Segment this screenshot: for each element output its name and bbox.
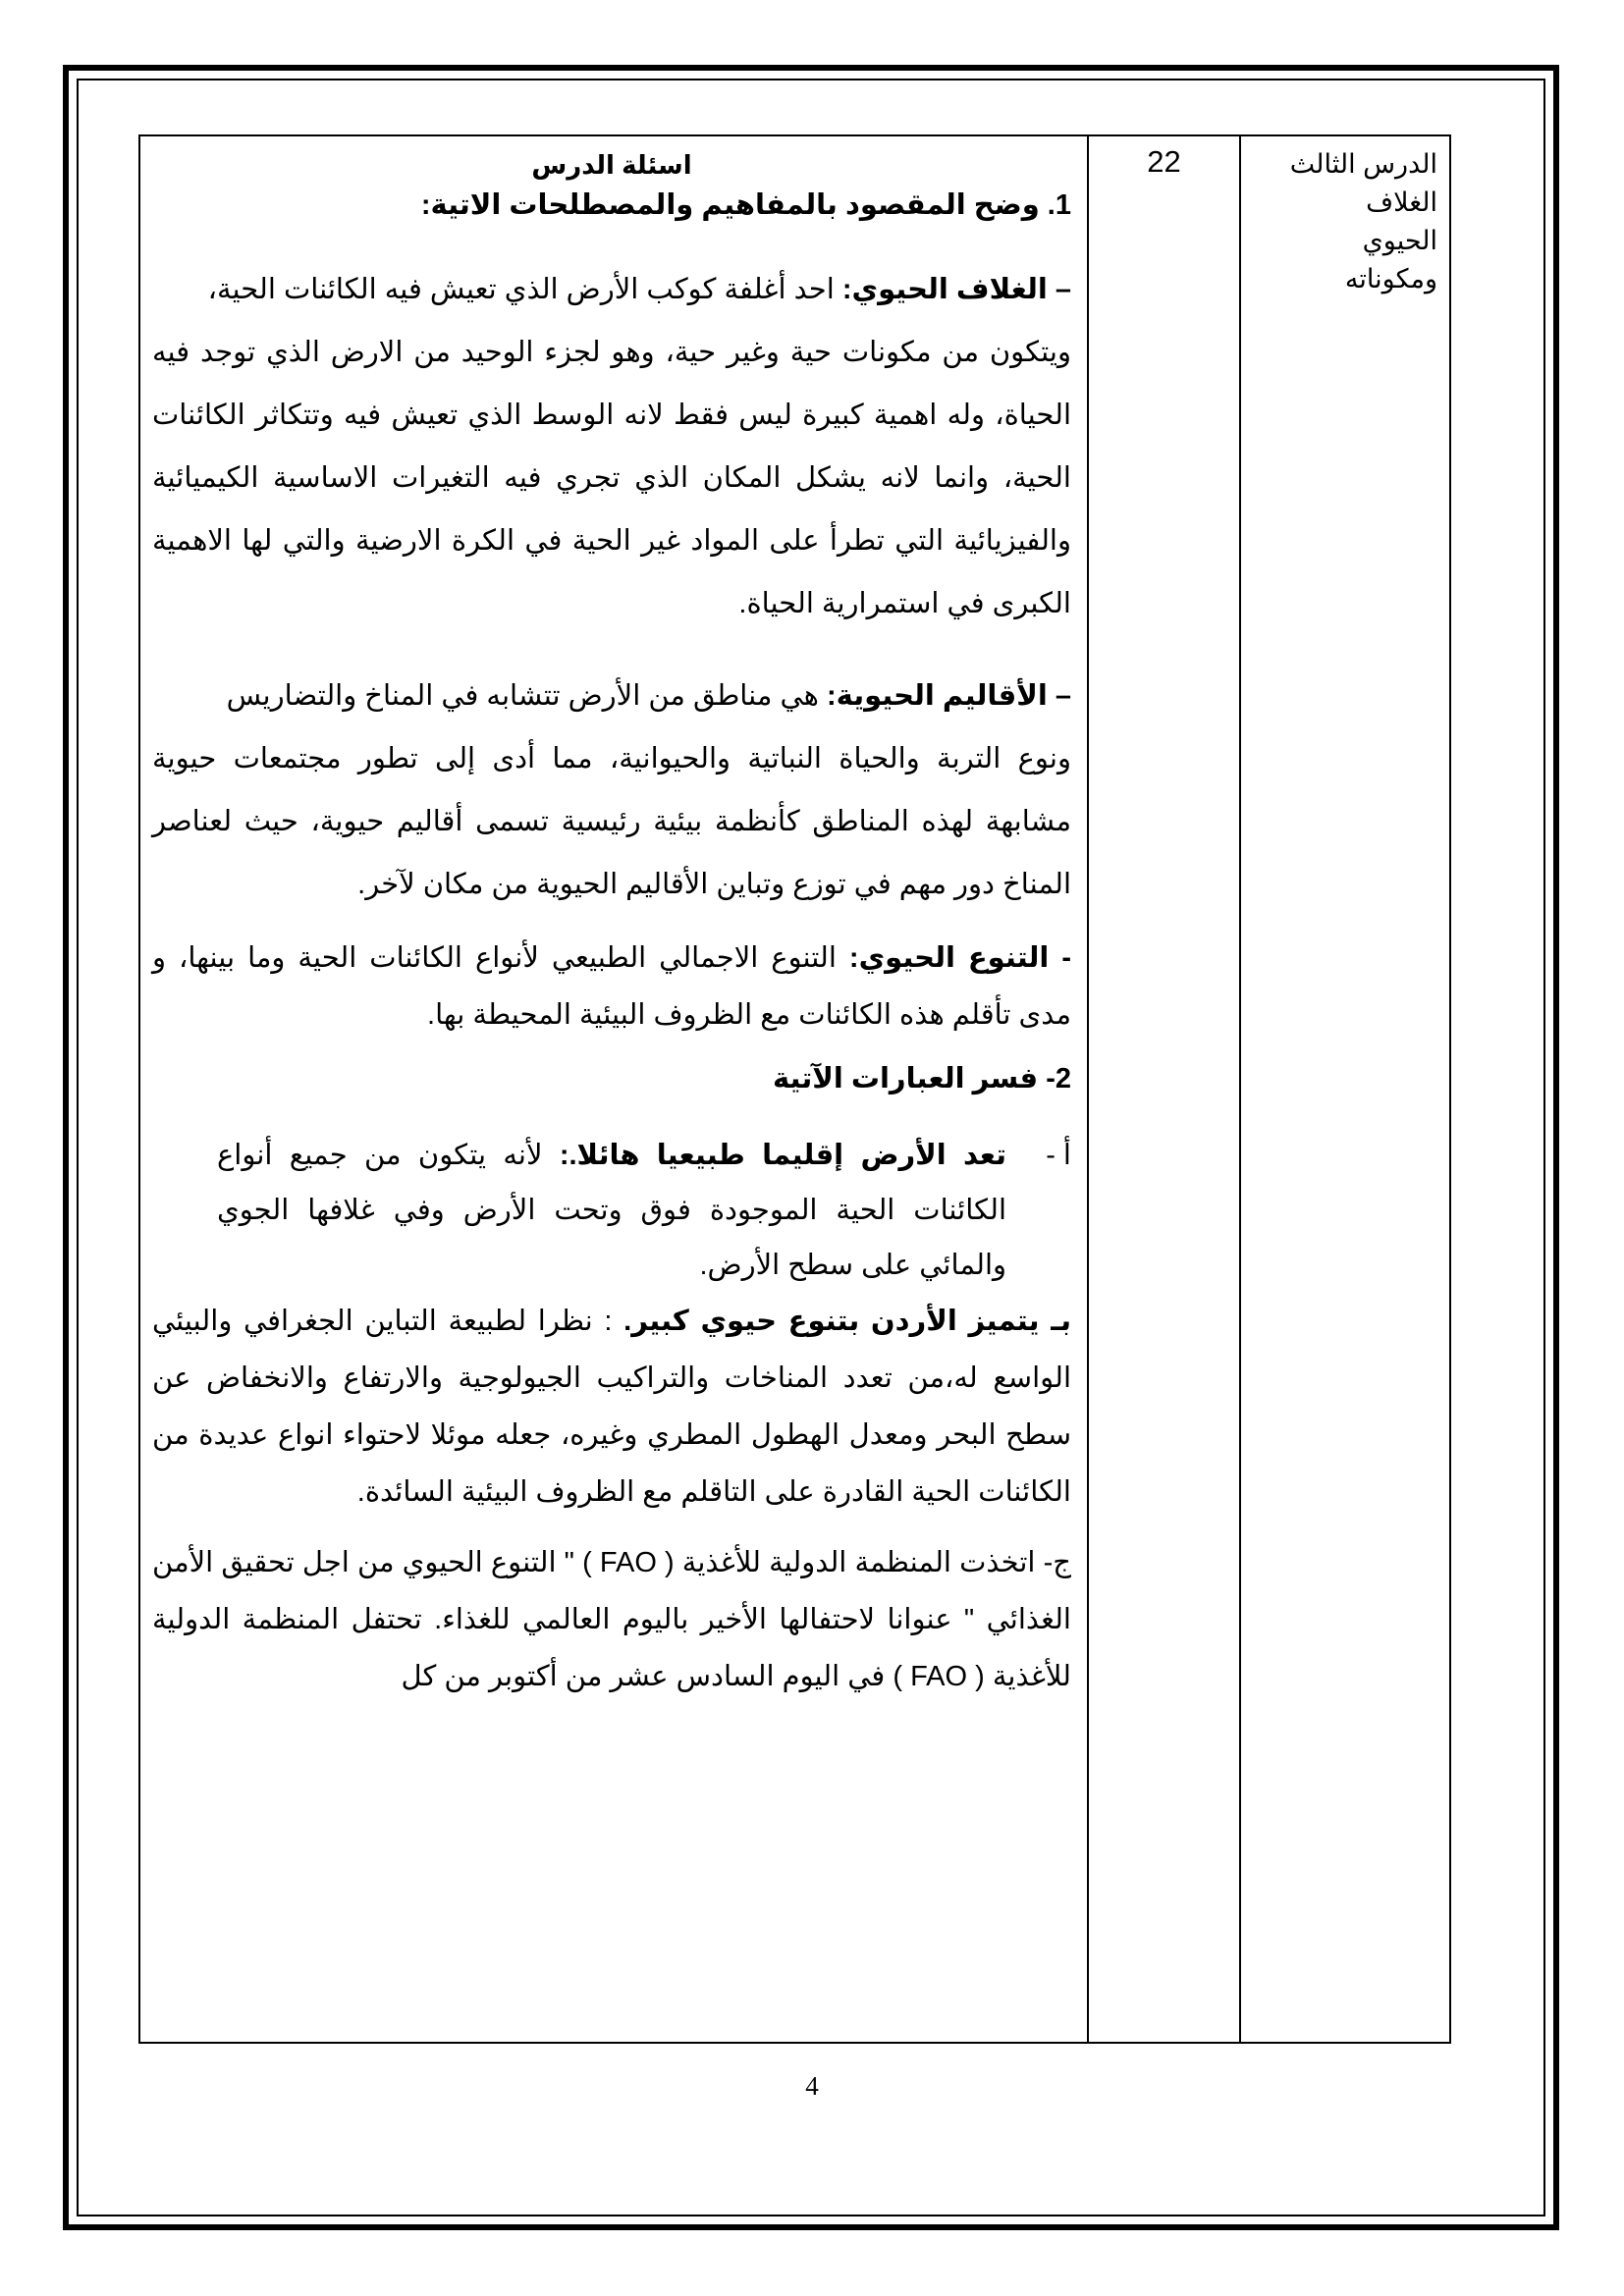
term-biomes: – الأقاليم الحيوية: (826, 680, 1071, 712)
lesson-title-cell (1240, 135, 1450, 2043)
explanation-text: لأنه يتكون من جميع أنواع الكائنات الحية الموجودة فوق وتحت الأرض وفي غلافها الجوي والمائي على سطح الأرض. (217, 1140, 1006, 1281)
definition-text: ونوع التربة والحياة النباتية والحيوانية، مما أدى إلى تطور مجتمعات حيوية مشابهة لهذه المناطق كأنظمة بيئية رئيسية تسمى أقاليم حيوية، حيث لعناصر المناخ دور مهم في توزع وتباين الأقاليم الحيوية من مكان لآخر. (152, 743, 1071, 900)
definition-text: ويتكون من مكونات حية وغير حية، وهو لجزء الوحيد من الارض الذي توجد فيه الحياة، وله اهمية كبيرة ليس فقط لانه الوسط الذي تعيش فيه وتتكاثر الكائنات الحية، وانما لانه يشكل المكان الذي تجري فيه التغيرات الاساسية الكيميائية والفيزيائية التي تطرأ على المواد غير الحية في الكرة الارضية والتي لها الاهمية الكبرى في استمرارية الحياة. (152, 337, 1071, 619)
question-2-title: 2- فسر العبارات الآتية (772, 1063, 1071, 1095)
item-marker: أ - (1046, 1140, 1071, 1171)
lesson-title-line: الغلاف (1366, 187, 1437, 217)
definition-biodiversity (152, 930, 1071, 1043)
questions-heading: اسئلة الدرس (531, 150, 692, 180)
page-number: 4 (805, 2071, 819, 2101)
definition-biomes (152, 665, 1071, 916)
lesson-page-number: 22 (1147, 144, 1181, 179)
lesson-table (138, 134, 1451, 2044)
definition-text: احد أغلفة كوكب الأرض الذي تعيش فيه الكائنات الحية، (207, 274, 835, 305)
explanation-item-b (152, 1293, 1071, 1521)
lesson-page-cell (1088, 135, 1240, 2043)
term-biosphere: – الغلاف الحيوي: (841, 274, 1071, 305)
explanation-item-a (152, 1128, 1071, 1293)
lesson-content-cell (139, 135, 1088, 2043)
item-marker: بـ (1051, 1306, 1071, 1337)
statement-a: تعد الأرض إقليما طبيعيا هائلا.: (559, 1140, 1007, 1171)
definition-biosphere (152, 258, 1071, 635)
lesson-title-line: الحيوي (1362, 226, 1437, 255)
lesson-title-line: الدرس الثالث (1289, 149, 1437, 179)
question-1-title: 1. وضح المقصود بالمفاهيم والمصطلحات الاتية: (420, 189, 1071, 221)
explanation-text: : نظرا لطبيعة التباين الجغرافي والبيئي الواسع له،من تعدد المناخات والتراكيب الجيولوجية والارتفاع والانخفاض عن سطح البحر ومعدل الهطول المطري وغيره، جعله موئلا لاحتواء انواع عديدة من الكائنات الحية القادرة على التاقلم مع الظروف البيئية السائدة. (152, 1306, 1071, 1508)
explanation-item-c: ج- اتخذت المنظمة الدولية للأغذية ( FAO ) " التنوع الحيوي من اجل تحقيق الأمن الغذائي " عنوانا لاحتفالها الأخير باليوم العالمي للغذاء. تحتفل المنظمة الدولية للأغذية ( FAO ) في اليوم السادس عشر من أكتوبر من كل (152, 1547, 1071, 1692)
statement-b: يتميز الأردن بتنوع حيوي كبير. (623, 1306, 1040, 1337)
lesson-row (139, 135, 1450, 2043)
definition-text: هي مناطق من الأرض تتشابه في المناخ والتضاريس (226, 680, 819, 712)
term-biodiversity: - التنوع الحيوي: (848, 942, 1071, 974)
definition-text: التنوع الاجمالي الطبيعي لأنواع الكائنات الحية وما بينها، و مدى تأقلم هذه الكائنات مع الظروف البيئية المحيطة بها. (152, 942, 1071, 1031)
lesson-title-line: ومكوناته (1344, 264, 1437, 294)
